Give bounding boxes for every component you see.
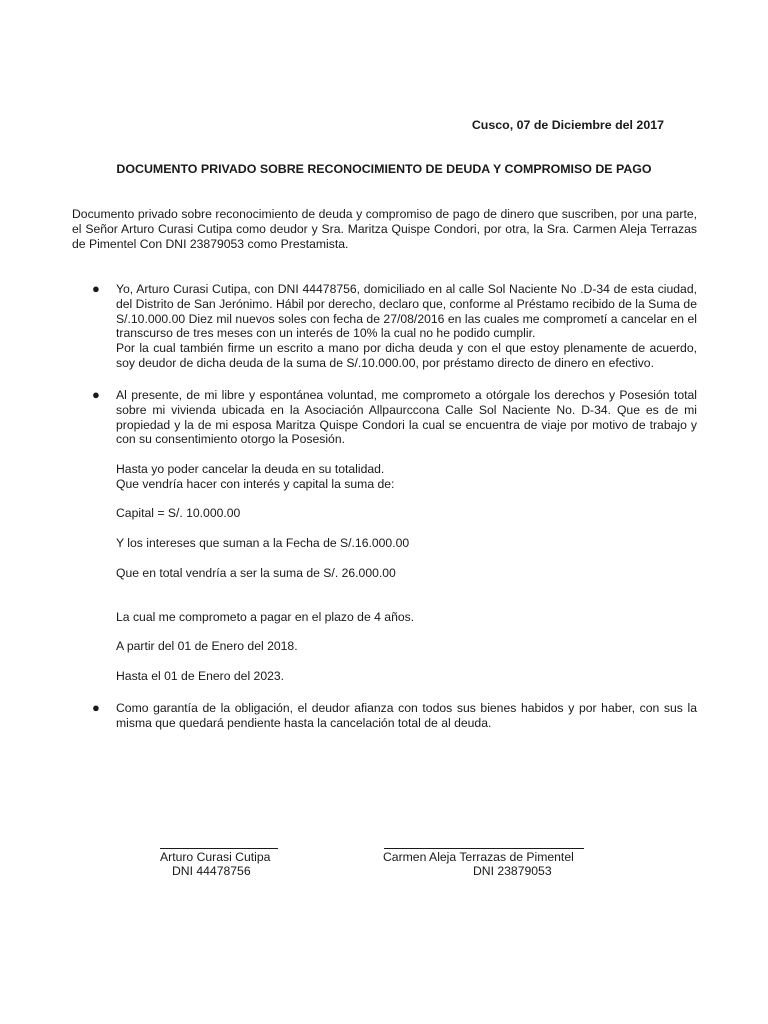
signature-line-debtor (160, 848, 278, 849)
declaration-continuation: Por la cual también firme un escrito a mano por dicha deuda y con el que estoy plenamente de acuerdo, soy deudor de dicha deuda de la suma de S/.10.000.00, por préstamo directo de dinero en efectivo. (116, 341, 697, 370)
possession-text: Al presente, de mi libre y espontánea voluntad, me comprometo a otórgale los derechos y Posesión total sobre mi vivienda ubicada en la Asociación Allpaurccona Calle Sol Naciente No. D-34. Que es de mi propiedad y la de mi esposa Maritza Quispe Condori la cual se encuentra de viaje por motivo de trabajo y con su consentimiento otorgo la Posesión. (116, 388, 697, 447)
list-item-possession (92, 388, 697, 447)
hasta-line-1: Hasta yo poder cancelar la deuda en su totalidad. (116, 462, 385, 476)
bullet-icon: ● (92, 387, 100, 402)
document-date: Cusco, 07 de Diciembre del 2017 (471, 118, 664, 132)
plazo-line: La cual me comprometo a pagar en el plazo de 4 años. (116, 610, 415, 624)
start-date-line: A partir del 01 de Enero del 2018. (116, 639, 298, 653)
bullet-icon: ● (92, 281, 100, 296)
list-item-guarantee (92, 701, 697, 731)
end-date-line: Hasta el 01 de Enero del 2023. (116, 669, 285, 683)
intro-paragraph: Documento privado sobre reconocimiento de deuda y compromiso de pago de dinero que suscriben, por una parte, el Señor Arturo Curasi Cutipa como deudor y Sra. Maritza Quispe Condori, por otra, la Sra. Carmen Aleja Terrazas de Pimentel Con DNI 23879053 como Prestamista. (72, 207, 697, 251)
signature-dni-debtor: DNI 44478756 (172, 864, 251, 878)
guarantee-text: Como garantía de la obligación, el deudor afianza con todos sus bienes habidos y por haber, con sus la misma que quedará pendiente hasta la cancelación total de al deuda. (116, 701, 697, 730)
signature-line-lender (384, 848, 584, 849)
hasta-line-2: Que vendría hacer con interés y capital la suma de: (116, 477, 395, 491)
list-item-declaration (92, 282, 697, 371)
signature-name-lender: Carmen Aleja Terrazas de Pimentel (383, 850, 574, 864)
bullet-icon: ● (92, 700, 100, 715)
intereses-line: Y los intereses que suman a la Fecha de S/.16.000.00 (116, 536, 410, 550)
signature-name-debtor: Arturo Curasi Cutipa (160, 850, 271, 864)
declaration-text: Yo, Arturo Curasi Cutipa, con DNI 44478756, domiciliado en al calle Sol Naciente No .D-34 de esta ciudad, del Distrito de San Jerónimo. Hábil por derecho, declaro que, conforme al Préstamo recibido de la Suma de S/.10.000.00 Diez mil nuevos soles con fecha de 27/08/2016 en las cuales me comprometí a cancelar en el transcurso de tres meses con un interés de 10% la cual no he podido cumplir. (116, 282, 697, 341)
document-title: DOCUMENTO PRIVADO SOBRE RECONOCIMIENTO DE DEUDA Y COMPROMISO DE PAGO (116, 162, 652, 176)
signature-dni-lender: DNI 23879053 (473, 864, 552, 878)
capital-line: Capital = S/. 10.000.00 (116, 506, 241, 520)
total-line: Que en total vendría a ser la suma de S/. 26.000.00 (116, 566, 396, 580)
